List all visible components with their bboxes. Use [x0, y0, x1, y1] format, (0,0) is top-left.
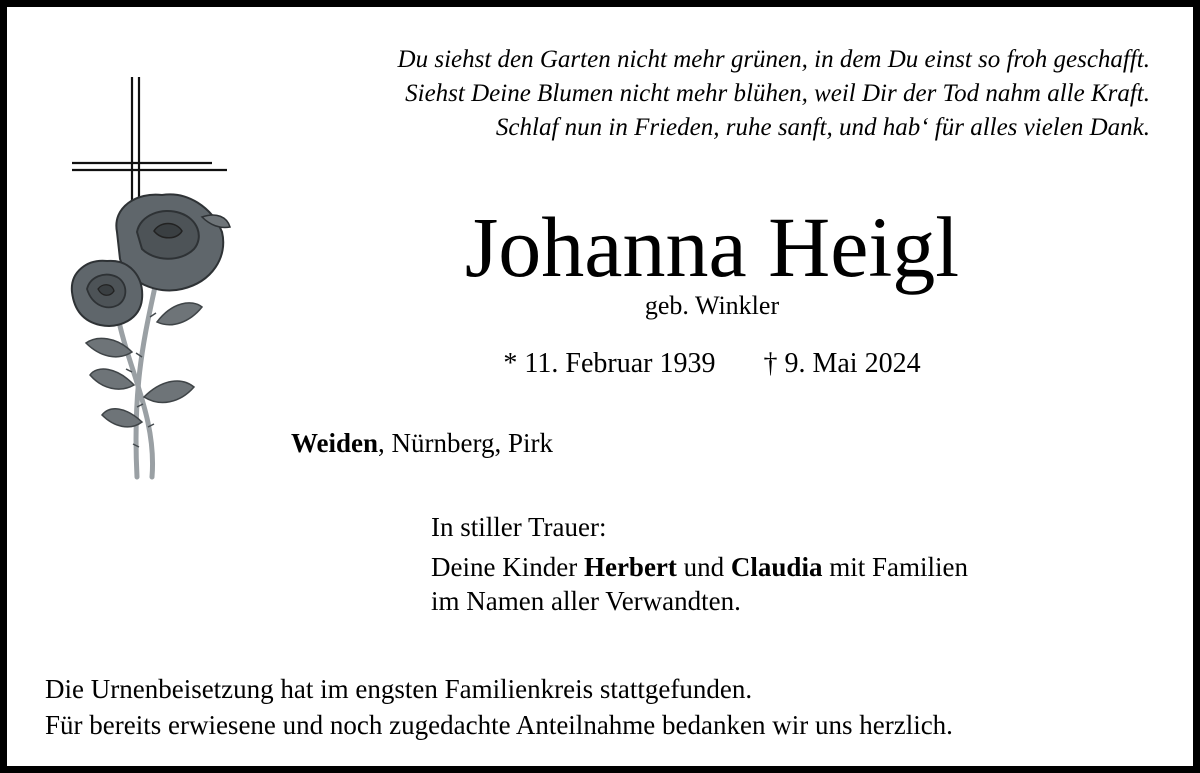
cross-icon: [72, 77, 227, 207]
child-name-1: Herbert: [583, 552, 677, 582]
maiden-name: geb. Winkler: [644, 291, 780, 320]
deceased-name: Johanna Heigl: [464, 199, 960, 295]
poem-line-3: Schlaf nun in Frieden, ruhe sanft, und hab‘ für alles vielen Dank.: [495, 114, 1150, 141]
place-others: , Nürnberg, Pirk: [378, 428, 554, 458]
place-main: Weiden: [291, 428, 379, 458]
poem-line-2: Siehst Deine Blumen nicht mehr blühen, weil Dir der Tod nahm alle Kraft.: [405, 80, 1150, 107]
birth-date: * 11. Februar 1939: [503, 348, 716, 379]
footer-line-1: Die Urnenbeisetzung hat im engsten Familienkreis stattgefunden.: [45, 674, 753, 704]
mourners: [431, 510, 968, 618]
mourners-intro: In stiller Trauer:: [431, 512, 607, 542]
mourners-suffix: mit Familien: [822, 552, 968, 582]
mourners-relatives: im Namen aller Verwandten.: [431, 586, 741, 616]
mourners-line-children: [431, 550, 968, 584]
cross-with-roses-icon: [62, 67, 242, 487]
death-date: † 9. Mai 2024: [763, 348, 921, 379]
rose-small: [72, 261, 142, 326]
poem: [250, 43, 1150, 145]
child-name-2: Claudia: [730, 552, 823, 582]
places: [291, 426, 553, 460]
footer-line-2: Für bereits erwiesene und noch zugedachte Anteilnahme bedanken wir uns herzlich.: [45, 710, 953, 740]
mourners-and: und: [676, 552, 731, 582]
footer: [45, 671, 953, 743]
mourners-prefix: Deine Kinder: [431, 552, 584, 582]
life-dates: [307, 346, 1117, 382]
poem-line-1: Du siehst den Garten nicht mehr grünen, in dem Du einst so froh geschafft.: [397, 46, 1150, 73]
